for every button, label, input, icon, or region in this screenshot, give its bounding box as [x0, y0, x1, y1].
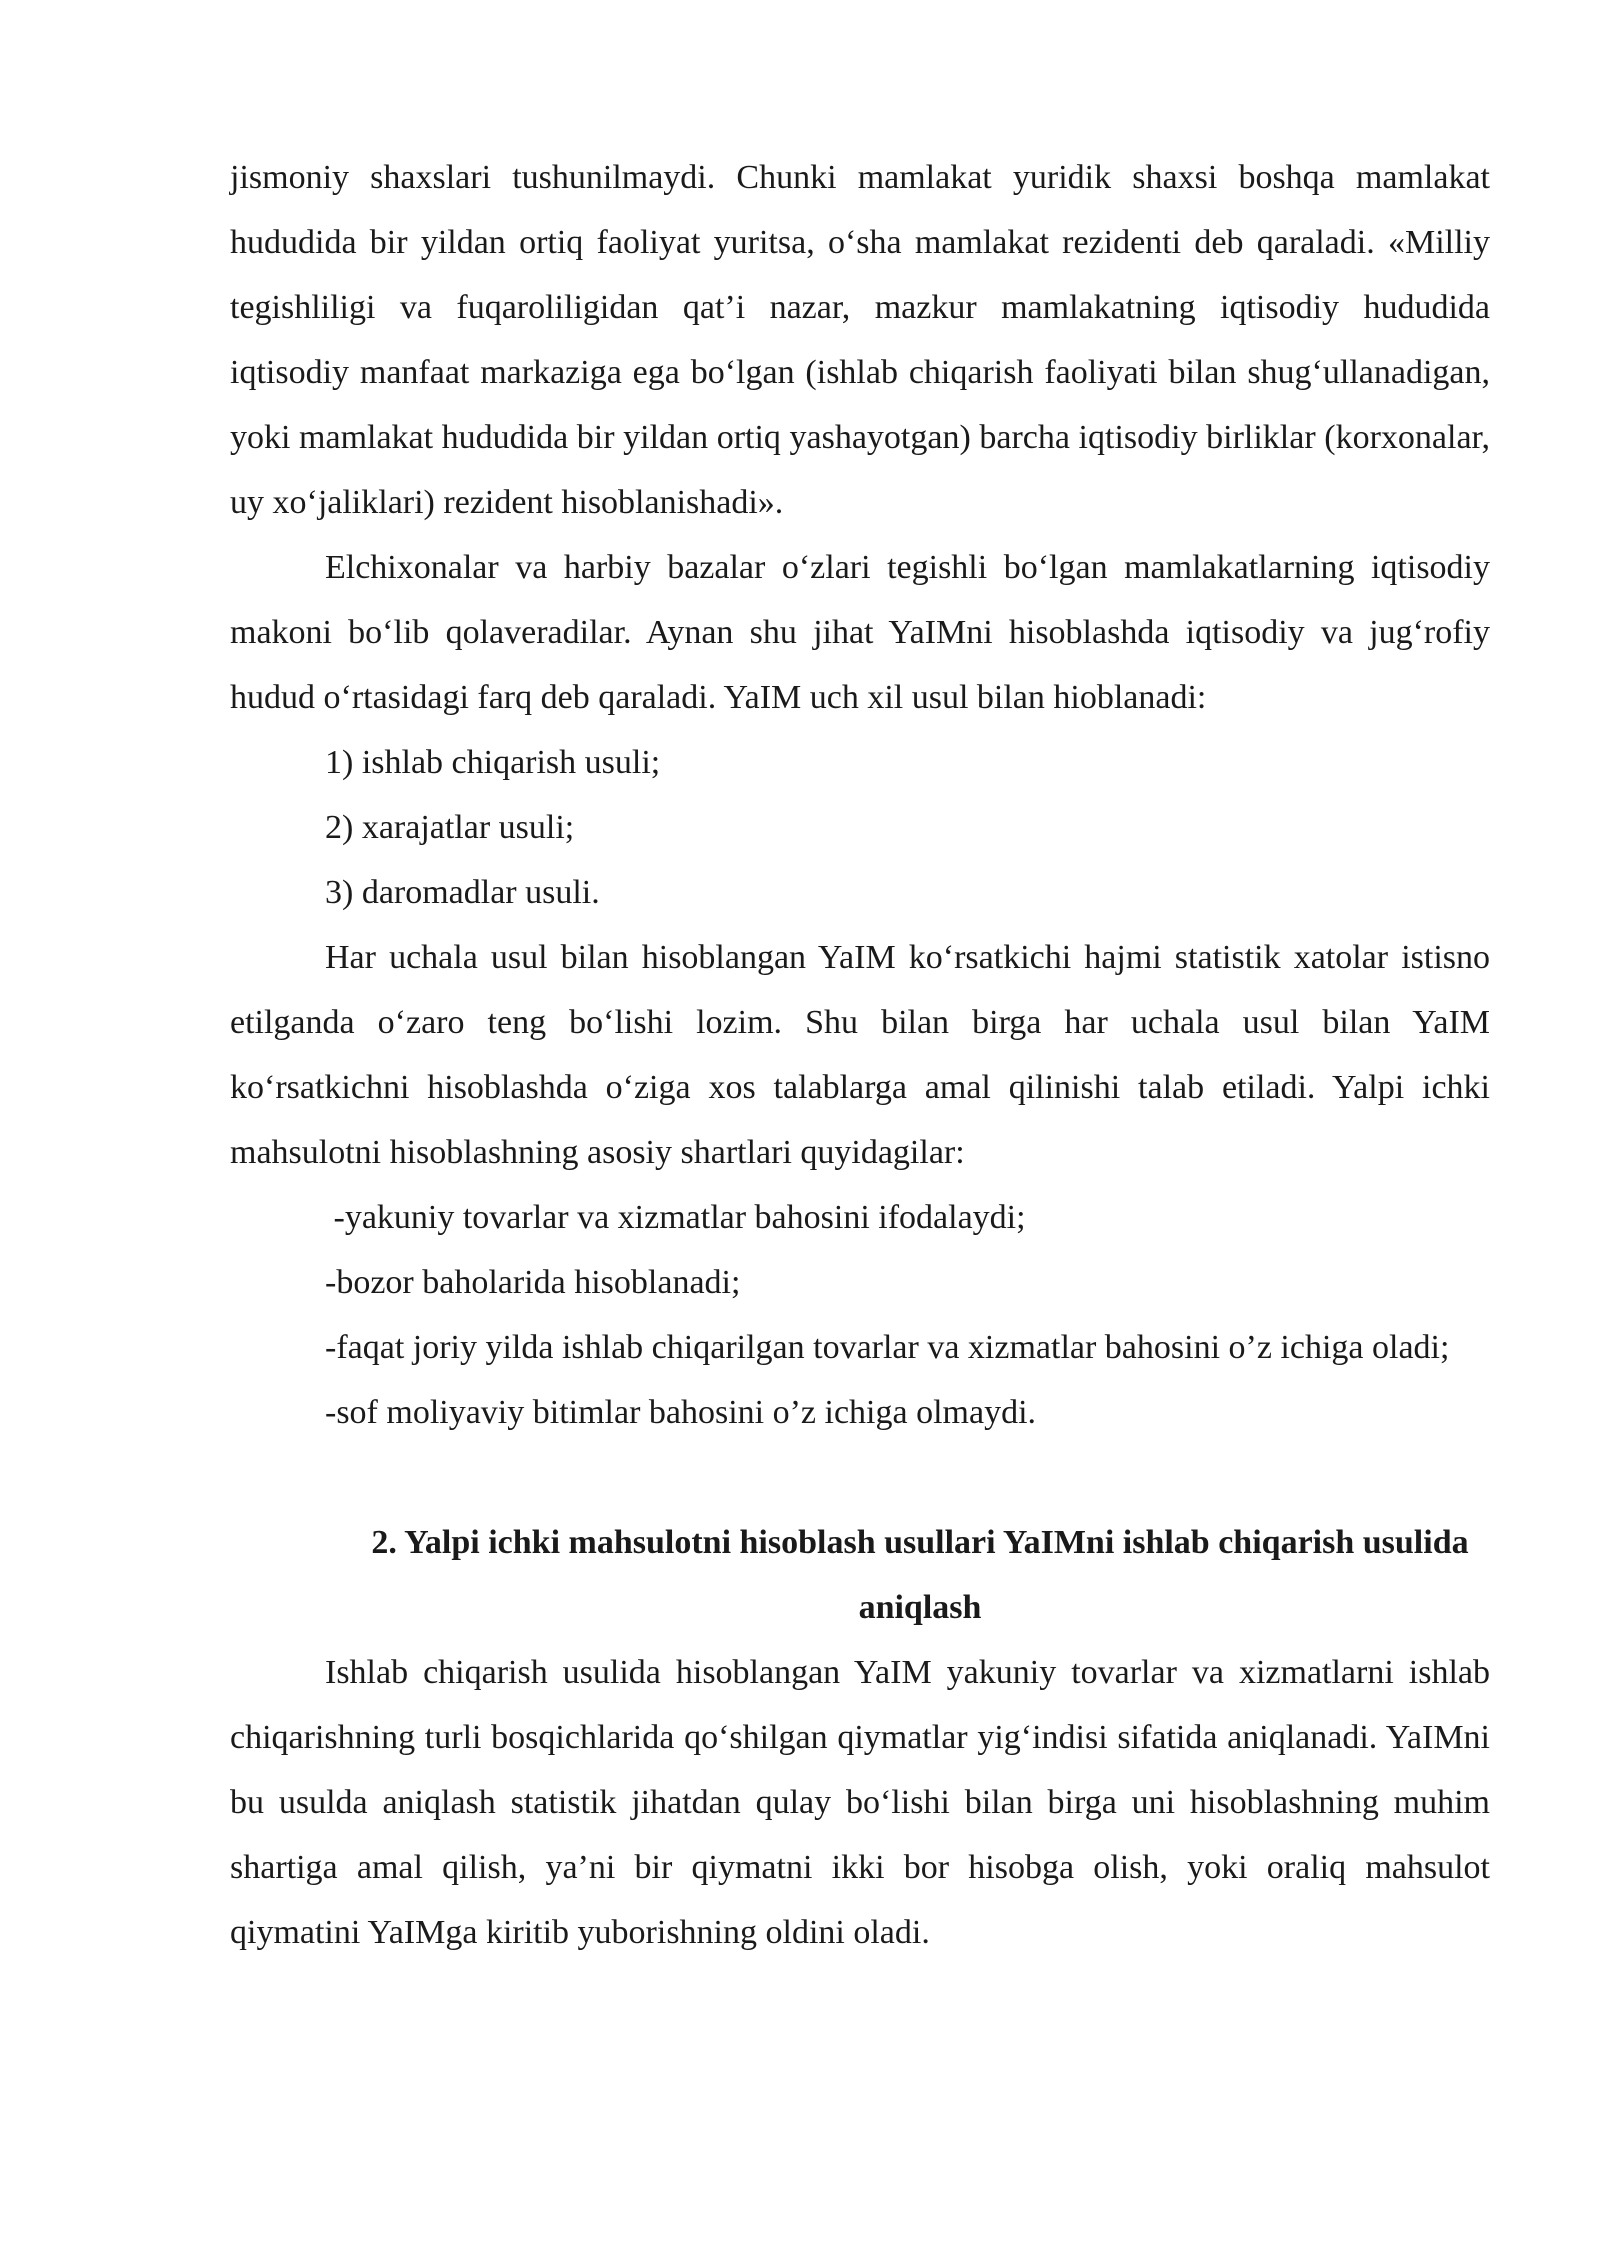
list-item-condition-3: -faqat joriy yilda ishlab chiqarilgan tovarlar va xizmatlar bahosini o’z ichiga oladi; — [325, 1329, 1450, 1366]
list-item-method-1: 1) ishlab chiqarish usuli; — [325, 744, 661, 781]
paragraph-embassies: Elchixonalar va harbiy bazalar o‘zlari tegishli bo‘lgan mamlakatlarning iqtisodiy makoni bo‘lib qolaveradilar. Aynan shu jihat YaIMni hisoblashda iqtisodiy va jug‘rofiy hudud o‘rtasidagi farq deb qaraladi. YaIM uch xil usul bilan hioblanadi: — [230, 549, 1490, 716]
list-item-condition-2: -bozor baholarida hisoblanadi; — [325, 1264, 741, 1301]
document-page — [230, 145, 1490, 1965]
paragraph-three-methods: Har uchala usul bilan hisoblangan YaIM ko‘rsatkichi hajmi statistik xatolar istisno etilganda o‘zaro teng bo‘lishi lozim. Shu bilan birga har uchala usul bilan YaIM ko‘rsatkichni hisoblashda o‘ziga xos talablarga amal qilinishi talab etiladi. Yalpi ichki mahsulotni hisoblashning asosiy shartlari quyidagilar: — [230, 939, 1490, 1171]
paragraph-production-method: Ishlab chiqarish usulida hisoblangan YaIM yakuniy tovarlar va xizmatlarni ishlab chiqarishning turli bosqichlarida qo‘shilgan qiymatlar yig‘indisi sifatida aniqlanadi. YaIMni bu usulda aniqlash statistik jihatdan qulay bo‘lishi bilan birga uni hisoblashning muhim shartiga amal qilish, ya’ni bir qiymatni ikki bor hisobga olish, yoki oraliq mahsulot qiymatini YaIMga kiritib yuborishning oldini oladi. — [230, 1654, 1490, 1951]
list-item-method-2: 2) xarajatlar usuli; — [325, 809, 575, 846]
list-item-condition-1: -yakuniy tovarlar va xizmatlar bahosini ifodalaydi; — [325, 1199, 1026, 1236]
list-item-method-3: 3) daromadlar usuli. — [325, 874, 600, 911]
section-heading: 2. Yalpi ichki mahsulotni hisoblash usullari YaIMni ishlab chiqarish usulida aniqlash — [371, 1524, 1469, 1626]
list-item-condition-4: -sof moliyaviy bitimlar bahosini o’z ichiga olmaydi. — [325, 1394, 1037, 1431]
paragraph-residency: jismoniy shaxslari tushunilmaydi. Chunki mamlakat yuridik shaxsi boshqa mamlakat hududida bir yildan ortiq faoliyat yuritsa, o‘sha mamlakat rezidenti deb qaraladi. «Milliy tegishliligi va fuqaroliligidan qat’i nazar, mazkur mamlakatning iqtisodiy hududida iqtisodiy manfaat markaziga ega bo‘lgan (ishlab chiqarish faoliyati bilan shug‘ullanadigan, yoki mamlakat hududida bir yildan ortiq yashayotgan) barcha iqtisodiy birliklar (korxonalar, uy xo‘jaliklari) rezident hisoblanishadi». — [230, 159, 1490, 521]
